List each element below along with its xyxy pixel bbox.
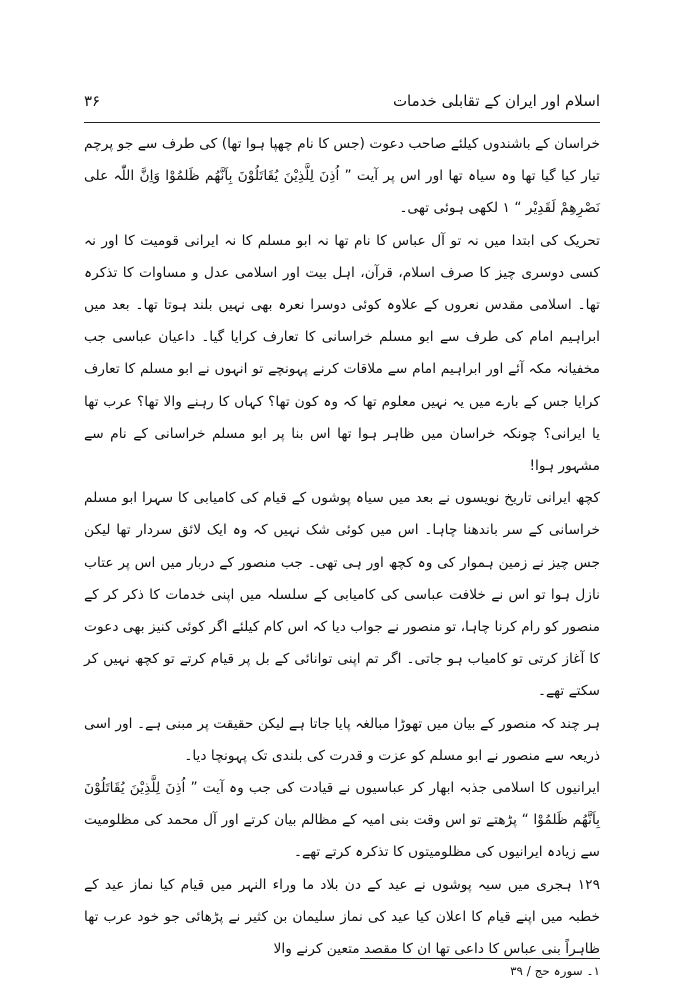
body-text — [84, 128, 600, 965]
paragraph: ۱۲۹ ہجری میں سیہ پوشوں نے عید کے دن بلاد ما وراء النہر میں قیام کیا نماز عید کے خطبہ میں اپنے قیام کا اعلان کیا عید کی نماز سلیمان بن کثیر نے پڑھائی جو خود عرب تھا ظاہراً بنی عباس کا داعی تھا ان کا مقصد متعین کرنے والا — [84, 876, 600, 958]
paragraph: کچھ ایرانی تاریخ نویسوں نے بعد میں سیاہ پوشوں کے قیام کی کامیابی کا سہرا ابو مسلم خراسانی کے سر باندھنا چاہا۔ اس میں کوئی شک نہیں کہ وہ ایک لائق سردار تھا لیکن جس چیز نے زمین ہموار کی وہ کچھ اور ہی تھی۔ جب منصور کے دربار میں اس پر عتاب نازل ہوا تو اس نے خلافت عباسی کی کامیابی کے سلسلہ میں اپنی خدمات کا ذکر کر کے منصور کو رام کرنا چاہا، تو منصور نے جواب دیا کہ اس کام کیلئے اگر کوئی کنیز بھی دعوت کا آغاز کرتی تو کامیاب ہو جاتی۔ اگر تم اپنی توانائی کے بل پر قیام کرتے تو کچھ نہیں کر سکتے تھے۔ — [84, 490, 600, 700]
header-divider — [84, 122, 600, 123]
paragraph: خراسان کے باشندوں کیلئے صاحب دعوت (جس کا نام چھپا ہوا تھا) کی طرف سے جو پرچم تیار کیا گیا تھا وہ سیاہ تھا اور اس پر آیت ” اُذِنَ لِلَّذِیْنَ یُقَاتَلُوْنَ بِاَنَّھُم ظَلمُوْا وَاِنَّ اللّٰہ علی نَصْرِھِمْ لَقَدِیْر “ ۱ لکھی ہوئی تھی۔ — [84, 136, 600, 217]
running-header — [84, 92, 600, 118]
header-title: اسلام اور ایران کے تقابلی خدمات — [392, 92, 600, 110]
paragraph: تحریک کی ابتدا میں نہ تو آل عباس کا نام تھا نہ ابو مسلم کا نہ ایرانی قومیت کا اور نہ کسی دوسری چیز کا صرف اسلام، قرآن، اہل بیت اور اسلامی عدل و مساوات کا تذکرہ تھا۔ اسلامی مقدس نعروں کے علاوہ کوئی دوسرا نعرہ بھی نہیں بلند ہوتا تھا۔ بعد میں ابراہیم امام کی طرف سے ابو مسلم خراسانی کا تعارف کرایا گیا۔ داعیان عباسی جب مخفیانہ مکہ آئے اور ابراہیم امام سے ملاقات کرنے پہونچے تو انہوں نے ابو مسلم کا تعارف کرایا جس کے بارے میں یہ نہیں معلوم تھا کہ وہ کون تھا؟ کہاں کا رہنے والا تھا؟ عرب تھا یا ایرانی؟ چونکہ خراسان میں ظاہر ہوا تھا اس بنا پر ابو مسلم خراسانی کے نام سے مشہور ہوا! — [84, 232, 600, 475]
footnote-divider — [360, 958, 600, 959]
paragraph: ہر چند کہ منصور کے بیان میں تھوڑا مبالغہ پایا جاتا ہے لیکن حقیقت پر مبنی ہے۔ اور اسی ذریعہ سے منصور نے ابو مسلم کو عزت و قدرت کی بلندی تک پہونچا دیا۔ — [84, 715, 600, 764]
footnote: ۱۔ سورہ حج / ۳۹ — [510, 964, 600, 978]
page-number: ۳۶ — [84, 92, 101, 110]
paragraph: ایرانیوں کا اسلامی جذبہ ابھار کر عباسیوں نے قیادت کی جب وہ آیت ” اُذِنَ لِلَّذِیْنَ یُقَاتَلُوْنَ بِاَنَّھُم ظَلمُوْا “ پڑھتے تو اس وقت بنی امیہ کے مظالم بیان کرتے اور آل محمد کی مظلومیت سے زیادہ ایرانیوں کی مظلومیتوں کا تذکرہ کرتے تھے۔ — [84, 780, 600, 861]
